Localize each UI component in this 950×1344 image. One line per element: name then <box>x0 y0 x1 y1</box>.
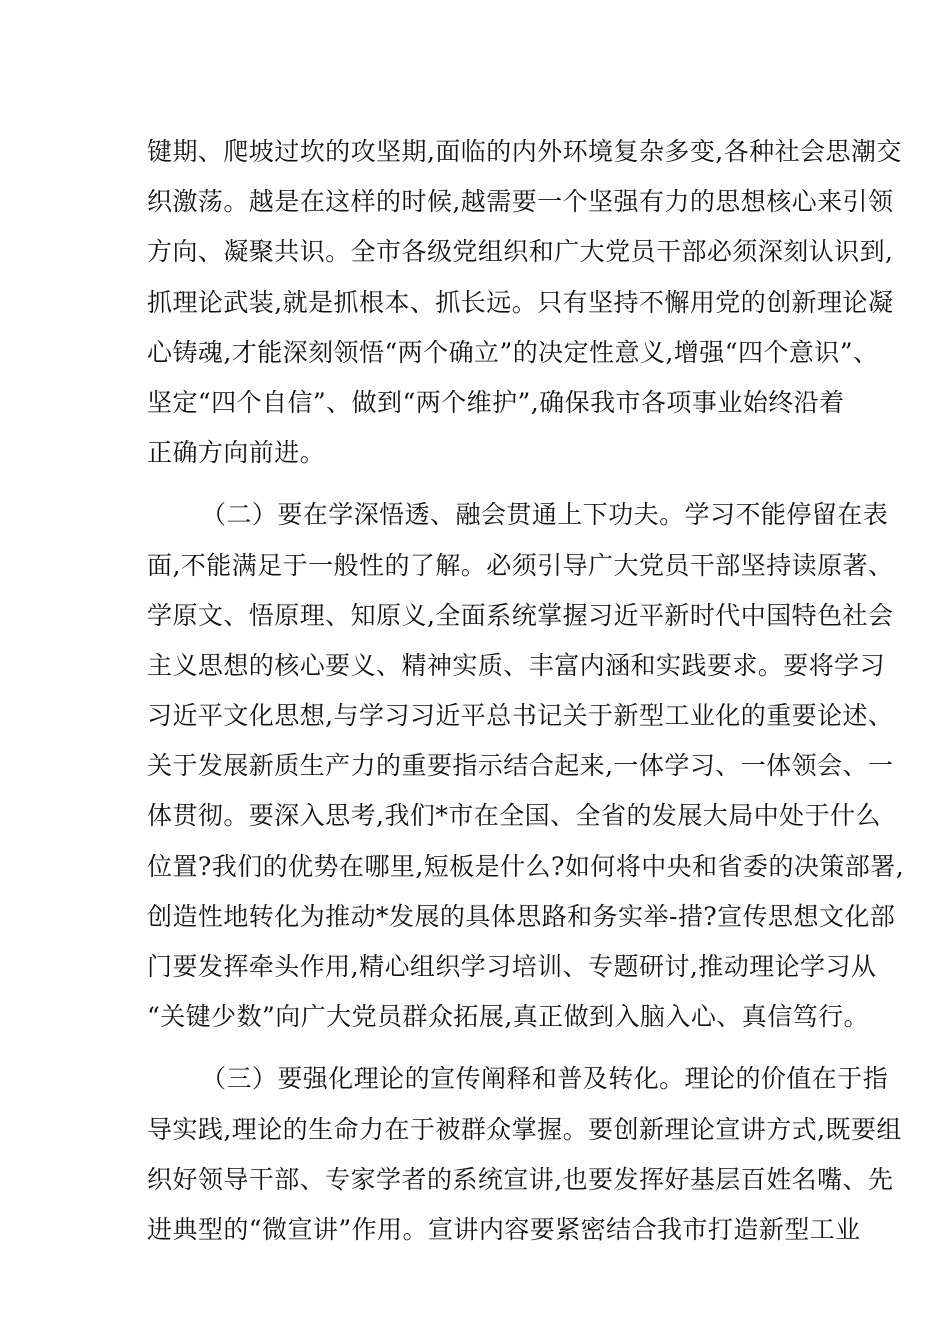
text-line: 键期、爬坡过坎的攻坚期,面临的内外环境复杂多变,各种社会思潮交 <box>147 137 902 166</box>
text-line: 方向、凝聚共识。全市各级党组织和广大党员干部必须深刻认识到, <box>147 237 894 267</box>
text-line: 面,不能满足于一般性的了解。必须引导广大党员干部坚持读原著、 <box>147 550 894 580</box>
text-line: “关键少数”向广大党员群众拓展,真正做到入脑入心、真信笃行。 <box>147 1002 870 1032</box>
text-line: 织好领导干部、专家学者的系统宣讲,也要发挥好基层百姓名嘴、先 <box>147 1164 894 1194</box>
body-text <box>147 127 905 1255</box>
text-line: 坚定“四个自信”、做到“两个维护”,确保我市各项事业始终沿着 <box>147 387 845 417</box>
text-line: 心铸魂,才能深刻领悟“两个确立”的决定性意义,增强“四个意识”、 <box>147 337 879 367</box>
text-line: 学原文、悟原理、知原义,全面系统掌握习近平新时代中国特色社会 <box>147 600 894 630</box>
text-line: 关于发展新质生产力的重要指示结合起来,一体学习、一体领会、一 <box>147 751 894 781</box>
text-line: 创造性地转化为推动*发展的具体思路和务实举-措?宣传思想文化部 <box>147 901 896 931</box>
paragraph-spacer <box>147 1042 817 1054</box>
paragraph-2 <box>147 490 905 1042</box>
text-line: 导实践,理论的生命力在于被群众掌握。要创新理论宣讲方式,既要组 <box>147 1114 902 1144</box>
text-line: （二）要在学深悟透、融会贯通上下功夫。学习不能停留在表 <box>201 500 889 530</box>
text-line: 习近平文化思想,与学习习近平总书记关于新型工业化的重要论述、 <box>147 701 894 731</box>
text-line: 门要发挥牵头作用,精心组织学习培训、专题研讨,推动理论学习从 <box>147 952 877 981</box>
text-line: 进典型的“微宣讲”作用。宣讲内容要紧密结合我市打造新型工业 <box>147 1214 861 1244</box>
paragraph-1 <box>147 127 902 478</box>
text-line: （三）要强化理论的宣传阐释和普及转化。理论的价值在于指 <box>201 1064 889 1094</box>
text-line: 织激荡。越是在这样的时候,越需要一个坚强有力的思想核心来引领 <box>147 187 894 217</box>
text-line: 主义思想的核心要义、精神实质、丰富内涵和实践要求。要将学习 <box>147 650 886 680</box>
text-line: 体贯彻。要深入思考,我们*市在全国、全省的发展大局中处于什么 <box>147 801 881 831</box>
paragraph-spacer <box>147 478 817 490</box>
text-line: 抓理论武装,就是抓根本、抓长远。只有坚持不懈用党的创新理论凝 <box>147 287 894 317</box>
paragraph-3 <box>147 1054 902 1255</box>
text-line: 位置?我们的优势在哪里,短板是什么?如何将中央和省委的决策部署, <box>147 851 905 881</box>
text-line: 正确方向前进。 <box>147 438 326 468</box>
